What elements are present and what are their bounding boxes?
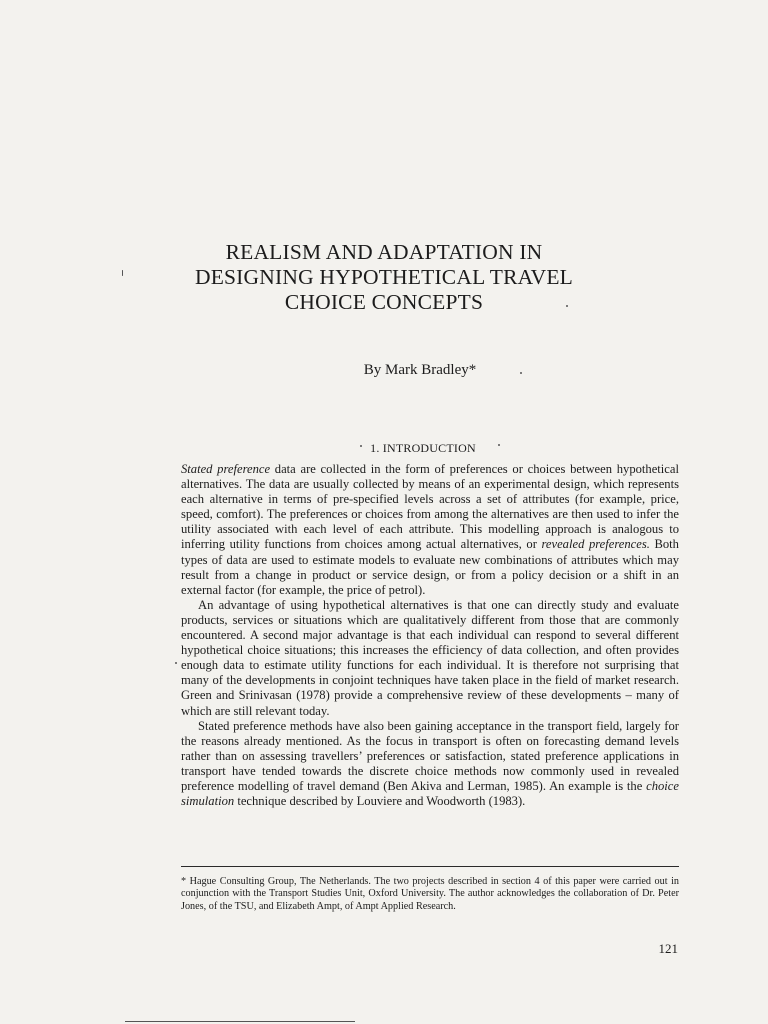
section-heading: 1. INTRODUCTION xyxy=(370,441,476,455)
title-line-1: REALISM AND ADAPTATION IN xyxy=(225,240,543,264)
paragraph-text: Stated preference methods have also been gaining acceptance in the transport field, largely for the reasons already mentioned. As the focus in transport is often on forecasting demand levels rather than on assessing travellers’ preferences or satisfaction, stated preference applications in transport have tended towards the discrete choice methods now commonly used in revealed preference modelling of travel demand (Ben Akiva and Lerman, 1985). An example is the xyxy=(181,718,679,793)
scan-speck xyxy=(566,305,568,307)
scan-speck xyxy=(520,372,522,374)
scan-edge-line xyxy=(125,1021,355,1022)
footnote: * Hague Consulting Group, The Netherlands. The two projects described in section 4 of this paper were carried out in conjunction with the Transport Studies Unit, Oxford University. The author acknowledges the collaboration of Dr. Peter Jones, of the TSU, and Elizabeth Ampt, of Ampt Applied Research. xyxy=(181,876,679,912)
paragraph-text: Both types of data are used to estimate models to evaluate new combinations of attributes which may result from a change in product or service design, or from a policy decision or a shift in an external factor (for example, the price of petrol). xyxy=(181,537,679,597)
page-number: 121 xyxy=(658,941,678,956)
italic-term: revealed preferences. xyxy=(541,537,650,552)
scan-speck xyxy=(175,662,177,664)
title-line-2: DESIGNING HYPOTHETICAL TRAVEL xyxy=(194,265,574,289)
italic-term: Stated preference xyxy=(181,462,271,476)
paragraph-text: technique described by Louviere and Woodworth (1983). xyxy=(234,794,526,809)
footnote-rule xyxy=(181,866,679,867)
article-body xyxy=(181,462,679,809)
paragraph-3 xyxy=(181,719,679,810)
paragraph-text: data are collected in the form of preferences or choices between hypothetical alternatives. The data are usually collected by means of an experimental design, which represents each alternative in terms of pre-specified levels across a set of attributes (for example, price, speed, comfort). The preferences or choices from among the alternatives are then used to infer the utility associated with each level of each attribute. This modelling approach is analogous to inferring utility functions from choices among actual alternatives, or xyxy=(181,462,679,552)
paragraph-1 xyxy=(181,462,679,598)
scan-speck xyxy=(360,445,362,447)
italic-term: choice simulation xyxy=(181,778,679,809)
scan-speck xyxy=(122,270,123,276)
paragraph-2: An advantage of using hypothetical alternatives is that one can directly study and evaluate products, services or situations which are qualitatively different from those that are commonly encountered. A second major advantage is that each individual can respond to several different hypothetical choice situations; this increases the efficiency of data collection, and often provides enough data to estimate utility functions for each individual. It is therefore not surprising that many of the developments in conjoint techniques have taken place in the field of market research. Green and Srinivasan (1978) provide a comprehensive review of these developments – many of which are still relevant today. xyxy=(181,597,679,718)
author-byline: By Mark Bradley* xyxy=(363,362,477,378)
scan-speck xyxy=(498,444,500,446)
article-title xyxy=(150,240,618,315)
title-line-3: CHOICE CONCEPTS xyxy=(284,290,484,314)
